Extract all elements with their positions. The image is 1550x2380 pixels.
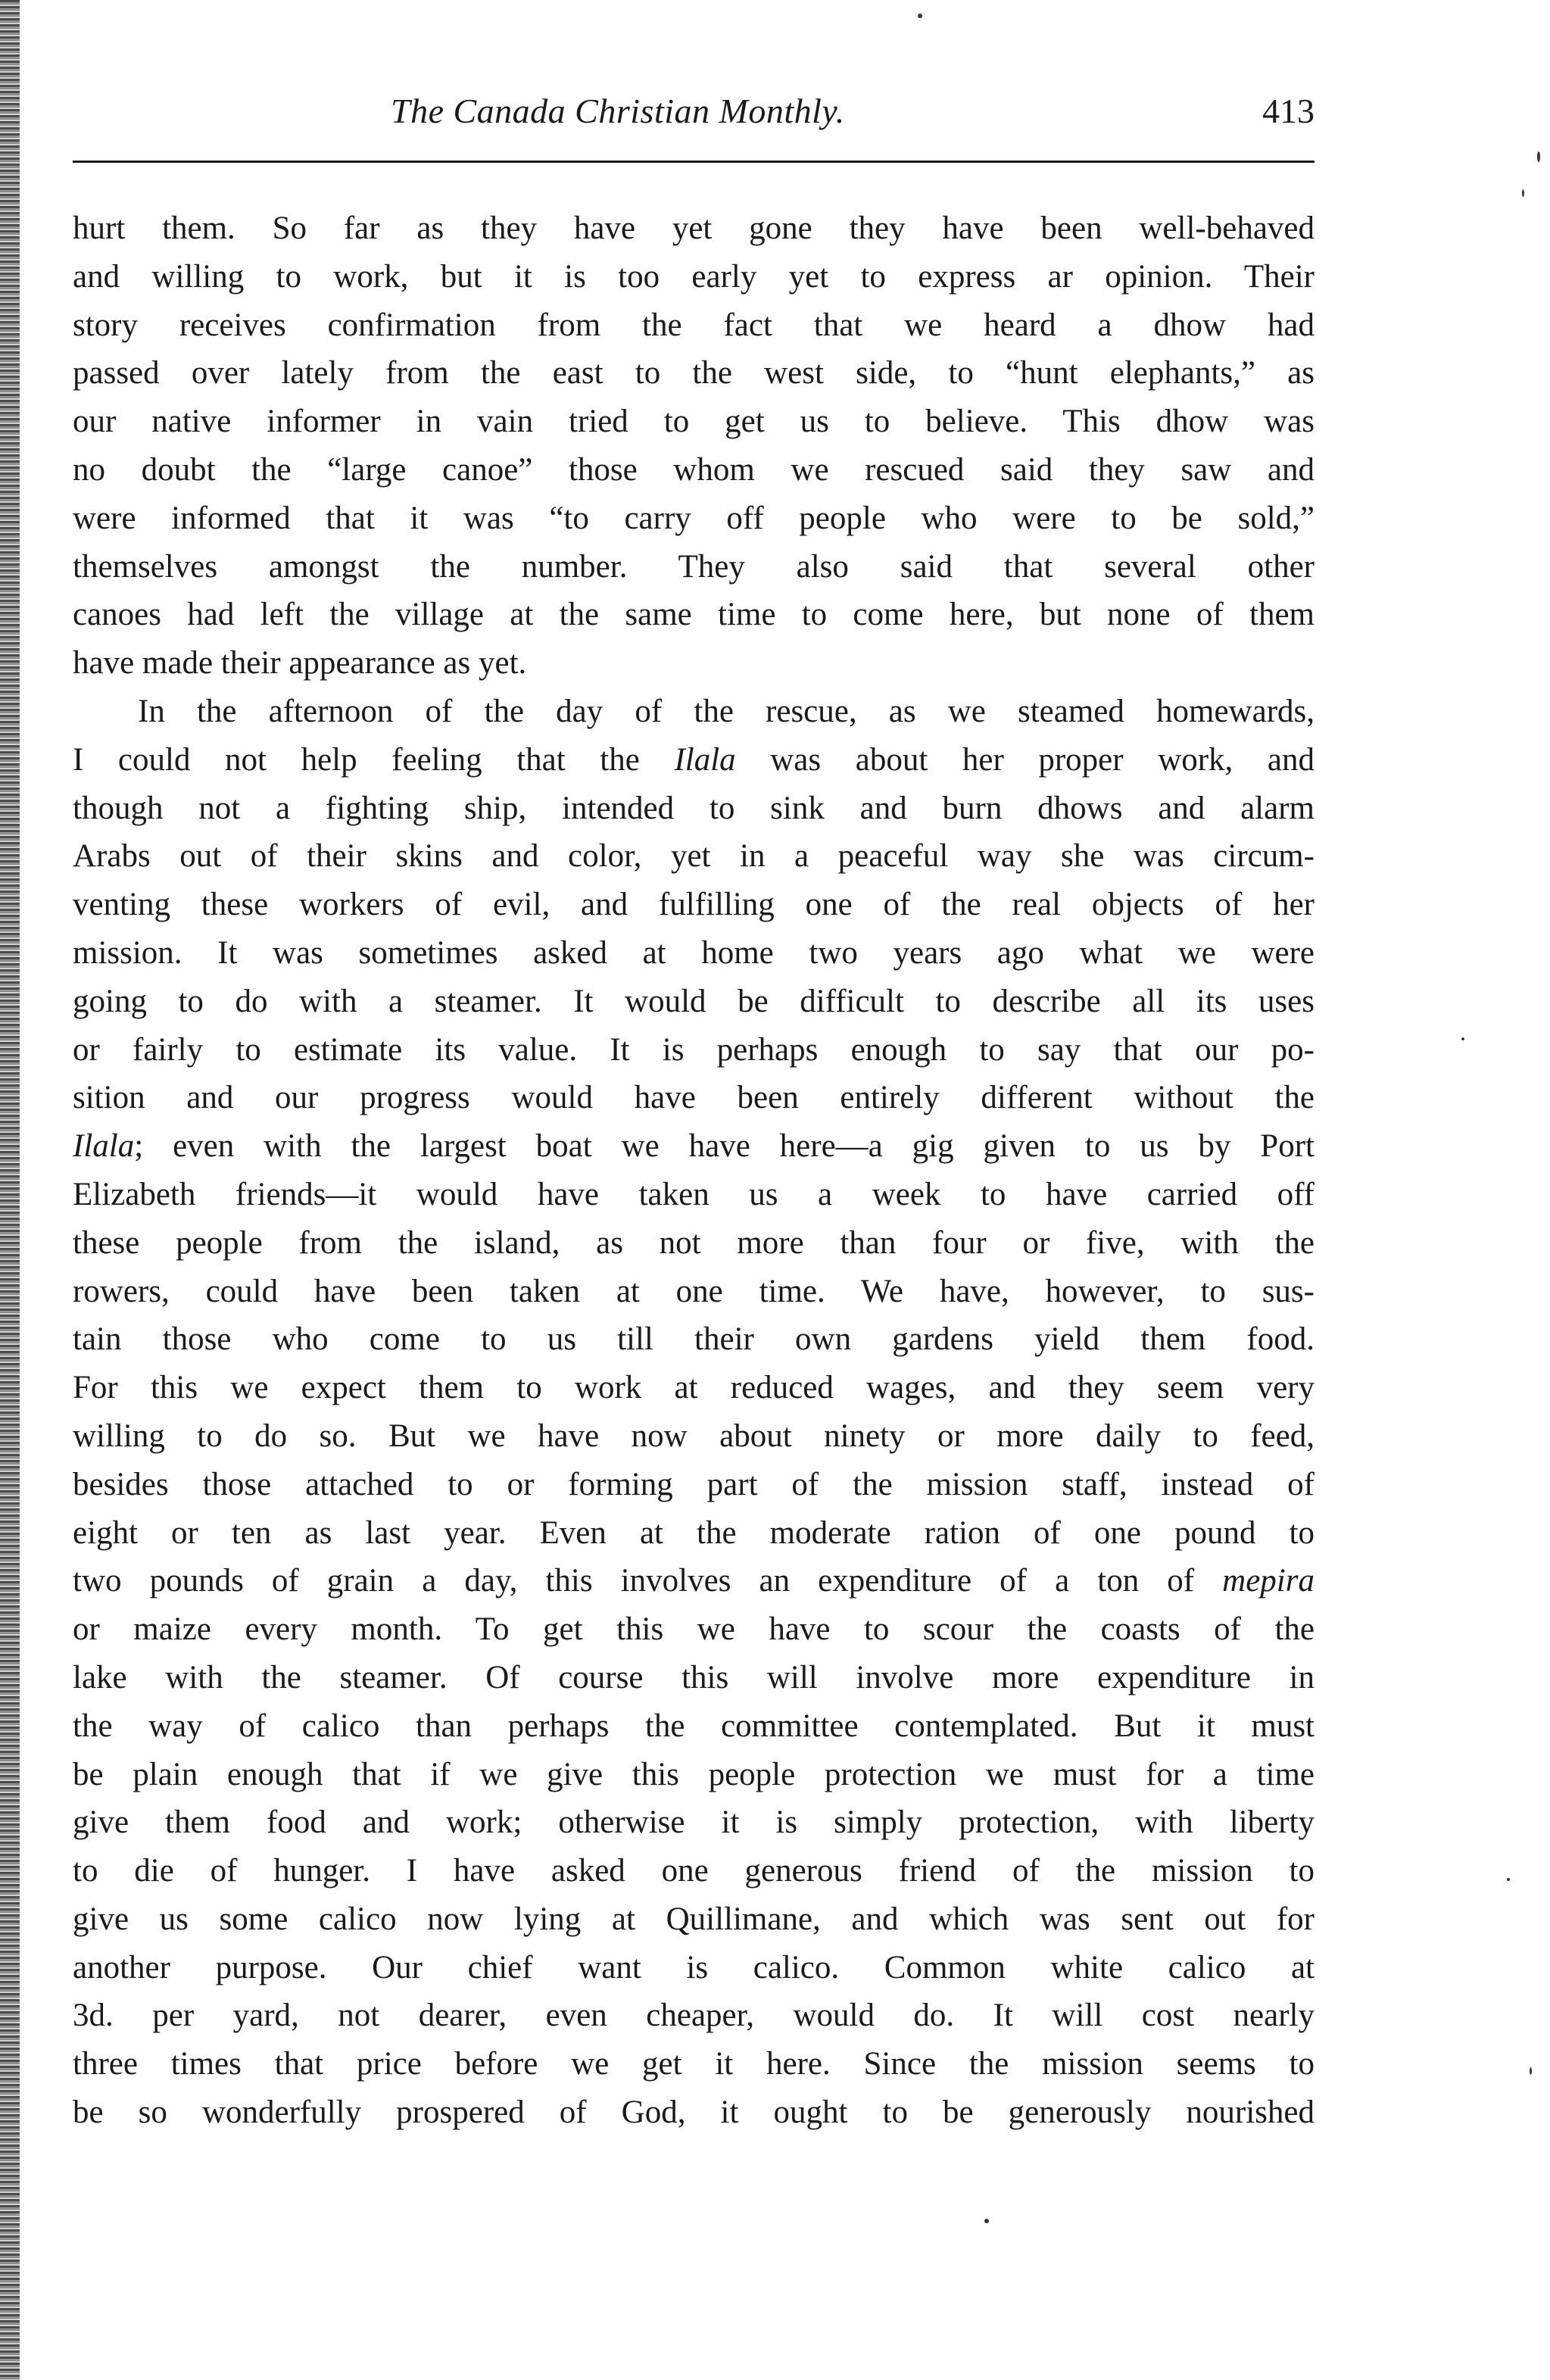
running-head: [73, 76, 1315, 144]
text-line: Ilala; even with the largest boat we have here—a gig given to us by Port: [73, 1128, 1315, 1165]
text-line: willing to do so. But we have now about ninety or more daily to feed,: [73, 1418, 1315, 1454]
text-line: no doubt the “large canoe” those whom we rescued said they saw and: [73, 451, 1315, 488]
text-line: passed over lately from the east to the west side, to “hunt elephants,” as: [73, 355, 1315, 391]
text-line: were informed that it was “to carry off people who were to be sold,”: [73, 500, 1315, 536]
text-line: have made their appearance as yet.: [73, 645, 527, 682]
text-line: the way of calico than perhaps the committee contemplated. But it must: [73, 1708, 1315, 1744]
page-number: 413: [1262, 92, 1315, 130]
text-line: tain those who come to us till their own gardens yield them food.: [73, 1321, 1315, 1358]
text-line: In the afternoon of the day of the rescue, as we steamed homewards,: [138, 693, 1315, 729]
text-line: Arabs out of their skins and color, yet in a peaceful way she was circum-: [73, 838, 1315, 875]
text-line: venting these workers of evil, and fulfilling one of the real objects of her: [73, 887, 1315, 923]
text-line: be plain enough that if we give this people protection we must for a time: [73, 1756, 1315, 1792]
body-text: [73, 204, 1315, 2137]
text-line: eight or ten as last year. Even at the moderate ration of one pound to: [73, 1514, 1315, 1551]
header-rule: [73, 161, 1315, 163]
text-line: these people from the island, as not more than four or five, with the: [73, 1224, 1315, 1261]
text-line: two pounds of grain a day, this involves an expenditure of a ton of mepira: [73, 1563, 1315, 1599]
page: [73, 76, 1315, 2131]
text-line: or maize every month. To get this we have to scour the coasts of the: [73, 1611, 1315, 1648]
text-line: and willing to work, but it is too early yet to express ar opinion. Their: [73, 258, 1315, 295]
text-line: hurt them. So far as they have yet gone they have been well-behaved: [73, 211, 1315, 246]
binding-edge: [0, 0, 20, 2380]
text-line: lake with the steamer. Of course this will involve more expenditure in: [73, 1659, 1315, 1695]
text-line: themselves amongst the number. They also said that several other: [73, 548, 1315, 585]
text-line: three times that price before we get it here. Since the mission seems to: [73, 2046, 1315, 2082]
text-line: story receives confirmation from the fact that we heard a dhow had: [73, 307, 1315, 343]
text-line: 3d. per yard, not dearer, even cheaper, would do. It will cost nearly: [73, 1998, 1315, 2034]
text-line: mission. It was sometimes asked at home two years ago what we were: [73, 934, 1315, 971]
text-line: I could not help feeling that the Ilala was about her proper work, and: [73, 741, 1315, 778]
text-line: our native informer in vain tried to get us to believe. This dhow was: [73, 404, 1315, 440]
text-line: sition and our progress would have been entirely different without the: [73, 1080, 1315, 1116]
paragraph-2: [73, 688, 1315, 2137]
text-line: rowers, could have been taken at one time. We have, however, to sus-: [73, 1273, 1315, 1309]
text-line: be so wonderfully prospered of God, it ought to be generously nourished: [73, 2095, 1315, 2131]
journal-title: The Canada Christian Monthly.: [391, 92, 845, 130]
text-line: though not a fighting ship, intended to sink and burn dhows and alarm: [73, 790, 1315, 826]
text-line: going to do with a steamer. It would be difficult to describe all its uses: [73, 983, 1315, 1019]
text-line: give them food and work; otherwise it is simply protection, with liberty: [73, 1804, 1315, 1841]
text-line: give us some calico now lying at Quillimane, and which was sent out for: [73, 1901, 1315, 1937]
text-line: another purpose. Our chief want is calico. Common white calico at: [73, 1949, 1315, 1985]
text-line: Elizabeth friends—it would have taken us a week to have carried off: [73, 1176, 1315, 1212]
text-line: or fairly to estimate its value. It is perhaps enough to say that our po-: [73, 1031, 1315, 1068]
paragraph-1: [73, 204, 1315, 688]
text-line: besides those attached to or forming part of the mission staff, instead of: [73, 1466, 1315, 1502]
text-line: For this we expect them to work at reduced wages, and they seem very: [73, 1370, 1315, 1406]
text-line: canoes had left the village at the same time to come here, but none of them: [73, 597, 1315, 633]
text-line: to die of hunger. I have asked one generous friend of the mission to: [73, 1853, 1315, 1889]
